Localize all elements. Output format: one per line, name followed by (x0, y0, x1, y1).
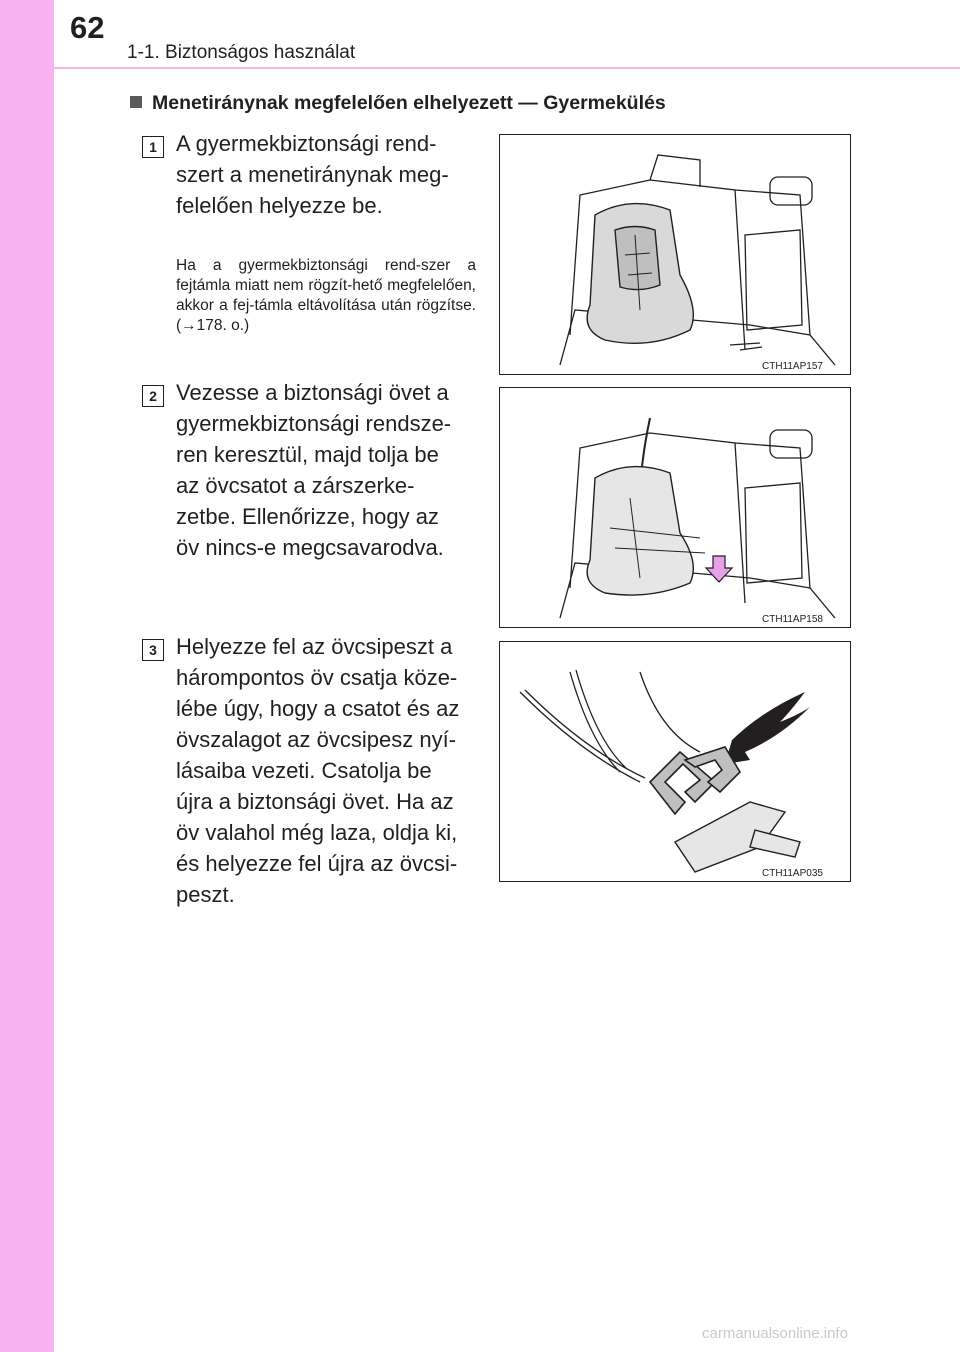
step-3-line: újra a biztonsági övet. Ha az (176, 789, 454, 814)
child-seat-illustration (500, 135, 849, 373)
page-number: 62 (70, 10, 105, 45)
chapter-color-tab (0, 0, 54, 1352)
chapter-title: 1-1. Biztonságos használat (127, 42, 356, 63)
step-number-2: 2 (142, 385, 164, 407)
square-bullet-icon (130, 96, 142, 108)
figure-locking-clip (499, 641, 851, 882)
figure-code-3: CTH11AP035 (762, 868, 823, 879)
watermark: carmanualsonline.info (702, 1325, 848, 1342)
step-3-line: és helyezze fel újra az övcsi- (176, 851, 458, 876)
step-3-line: lébe úgy, hogy a csatot és az (176, 696, 460, 721)
step-3-line: peszt. (176, 882, 235, 907)
step-1-line: felelően helyezze be. (176, 193, 383, 218)
figure-child-seat-installed (499, 134, 851, 375)
step-2-line: Vezesse a biztonsági övet a (176, 380, 449, 405)
step-2-line: öv nincs-e megcsavarodva. (176, 535, 444, 560)
step-2-line: gyermekbiztonsági rendsze- (176, 411, 452, 436)
figure-belt-routing (499, 387, 851, 628)
step-1-line: A gyermekbiztonsági rend- (176, 131, 437, 156)
step-3-text (176, 631, 476, 910)
step-3-line: lásaiba vezeti. Csatolja be (176, 758, 432, 783)
step-3-line: Helyezze fel az övcsipeszt a (176, 634, 453, 659)
step-2-line: az övcsatot a zárszerke- (176, 473, 415, 498)
belt-routing-illustration (500, 388, 849, 626)
step-1-note: Ha a gyermekbiztonsági rend-szer a fejtámla miatt nem rögzít-hető megfelelően, akkor a fej-támla eltávolítása után rögzítse. (→178. o.) (176, 257, 476, 334)
step-2-text (176, 377, 476, 563)
section-heading (130, 92, 666, 115)
step-number-1: 1 (142, 136, 164, 158)
step-3-line: öv valahol még laza, oldja ki, (176, 820, 458, 845)
step-2-line: zetbe. Ellenőrizze, hogy az (176, 504, 439, 529)
locking-clip-illustration (500, 642, 849, 880)
step-3-line: övszalagot az övcsipesz nyí- (176, 727, 457, 752)
figure-code-1: CTH11AP157 (762, 361, 823, 372)
section-heading-text: Menetiránynak megfelelően elhelyezett — Gyermekülés (152, 92, 666, 114)
step-number-3: 3 (142, 639, 164, 661)
down-arrow-icon (706, 556, 732, 582)
step-2-line: ren keresztül, majd tolja be (176, 442, 439, 467)
figure-code-2: CTH11AP158 (762, 614, 823, 625)
header-rule (54, 67, 960, 69)
pointer-arrow-icon (725, 692, 810, 764)
step-1-line: szert a menetiránynak meg- (176, 162, 449, 187)
step-1-text (176, 128, 476, 221)
step-3-line: hárompontos öv csatja köze- (176, 665, 458, 690)
